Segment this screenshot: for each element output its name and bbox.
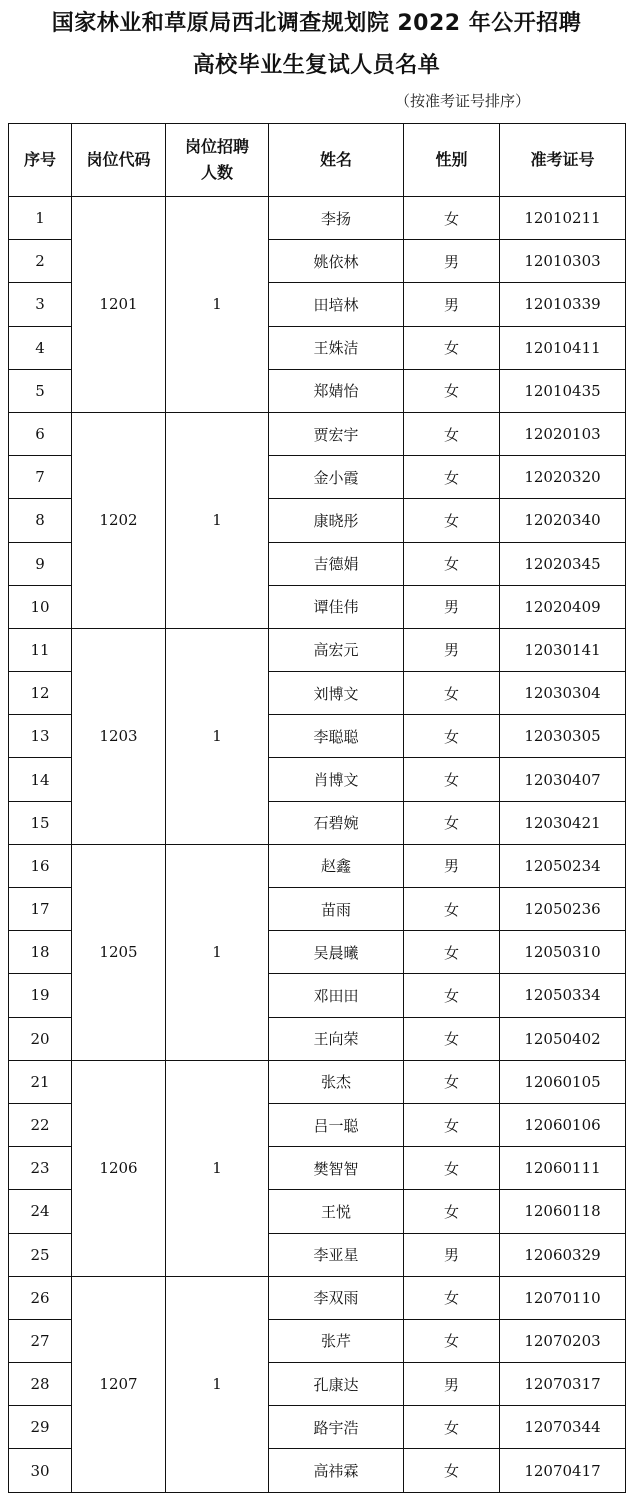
position-count-cell: 1: [166, 1060, 269, 1276]
name-cell: 谭佳伟: [269, 585, 404, 628]
gender-cell: 女: [404, 1449, 500, 1492]
name-cell: 张芹: [269, 1319, 404, 1362]
position-count-cell: 1: [166, 844, 269, 1060]
position-code-cell: 1203: [72, 628, 166, 844]
exam-id-cell: 12070203: [500, 1319, 626, 1362]
position-code-cell: 1201: [72, 197, 166, 413]
name-cell: 苗雨: [269, 888, 404, 931]
gender-cell: 女: [404, 1017, 500, 1060]
gender-cell: 女: [404, 499, 500, 542]
exam-id-cell: 12020409: [500, 585, 626, 628]
gender-cell: 女: [404, 1276, 500, 1319]
exam-id-cell: 12010339: [500, 283, 626, 326]
exam-id-cell: 12010211: [500, 197, 626, 240]
header-row: [9, 124, 626, 197]
gender-cell: 女: [404, 326, 500, 369]
exam-id-cell: 12020320: [500, 456, 626, 499]
seq-cell: 8: [9, 499, 72, 542]
name-cell: 张杰: [269, 1060, 404, 1103]
header-seq: 序号: [9, 124, 72, 197]
gender-cell: 男: [404, 283, 500, 326]
table-row: [9, 412, 626, 455]
sort-note: （按准考证号排序）: [395, 92, 531, 110]
name-cell: 田培林: [269, 283, 404, 326]
seq-cell: 18: [9, 931, 72, 974]
gender-cell: 女: [404, 412, 500, 455]
name-cell: 李亚星: [269, 1233, 404, 1276]
document-subtitle: 高校毕业生复试人员名单: [192, 53, 441, 78]
name-cell: 吕一聪: [269, 1103, 404, 1146]
gender-cell: 男: [404, 1233, 500, 1276]
gender-cell: 男: [404, 240, 500, 283]
gender-cell: 女: [404, 1103, 500, 1146]
seq-cell: 27: [9, 1319, 72, 1362]
gender-cell: 女: [404, 456, 500, 499]
exam-id-cell: 12050402: [500, 1017, 626, 1060]
table-row: [9, 1276, 626, 1319]
header-exam-id: 准考证号: [500, 124, 626, 197]
seq-cell: 20: [9, 1017, 72, 1060]
gender-cell: 女: [404, 758, 500, 801]
gender-cell: 女: [404, 1147, 500, 1190]
name-cell: 吉德娟: [269, 542, 404, 585]
gender-cell: 男: [404, 1363, 500, 1406]
seq-cell: 21: [9, 1060, 72, 1103]
name-cell: 高宏元: [269, 628, 404, 671]
name-cell: 路宇浩: [269, 1406, 404, 1449]
table-row: [9, 197, 626, 240]
name-cell: 王向荣: [269, 1017, 404, 1060]
name-cell: 金小霞: [269, 456, 404, 499]
seq-cell: 17: [9, 888, 72, 931]
table-row: [9, 844, 626, 887]
exam-id-cell: 12060111: [500, 1147, 626, 1190]
seq-cell: 7: [9, 456, 72, 499]
table-row: [9, 628, 626, 671]
name-cell: 李聪聪: [269, 715, 404, 758]
gender-cell: 女: [404, 672, 500, 715]
seq-cell: 28: [9, 1363, 72, 1406]
gender-cell: 女: [404, 888, 500, 931]
exam-id-cell: 12060106: [500, 1103, 626, 1146]
position-count-cell: 1: [166, 412, 269, 628]
name-cell: 姚依林: [269, 240, 404, 283]
exam-id-cell: 12060105: [500, 1060, 626, 1103]
exam-id-cell: 12060118: [500, 1190, 626, 1233]
position-count-cell: 1: [166, 628, 269, 844]
name-cell: 郑婧怡: [269, 369, 404, 412]
header-count-line2: 人数: [200, 163, 233, 182]
seq-cell: 25: [9, 1233, 72, 1276]
gender-cell: 女: [404, 931, 500, 974]
name-cell: 李扬: [269, 197, 404, 240]
exam-id-cell: 12070110: [500, 1276, 626, 1319]
name-cell: 李双雨: [269, 1276, 404, 1319]
exam-id-cell: 12030304: [500, 672, 626, 715]
name-cell: 樊智智: [269, 1147, 404, 1190]
candidate-table: [8, 123, 626, 1493]
seq-cell: 26: [9, 1276, 72, 1319]
exam-id-cell: 12030141: [500, 628, 626, 671]
exam-id-cell: 12010303: [500, 240, 626, 283]
seq-cell: 22: [9, 1103, 72, 1146]
exam-id-cell: 12010435: [500, 369, 626, 412]
gender-cell: 女: [404, 197, 500, 240]
seq-cell: 9: [9, 542, 72, 585]
seq-cell: 1: [9, 197, 72, 240]
table-body: [9, 197, 626, 1493]
gender-cell: 女: [404, 974, 500, 1017]
exam-id-cell: 12060329: [500, 1233, 626, 1276]
gender-cell: 女: [404, 1406, 500, 1449]
exam-id-cell: 12070344: [500, 1406, 626, 1449]
seq-cell: 3: [9, 283, 72, 326]
seq-cell: 30: [9, 1449, 72, 1492]
name-cell: 赵鑫: [269, 844, 404, 887]
name-cell: 高祎霖: [269, 1449, 404, 1492]
gender-cell: 男: [404, 628, 500, 671]
exam-id-cell: 12030421: [500, 801, 626, 844]
gender-cell: 男: [404, 585, 500, 628]
exam-id-cell: 12050334: [500, 974, 626, 1017]
exam-id-cell: 12020340: [500, 499, 626, 542]
gender-cell: 女: [404, 801, 500, 844]
seq-cell: 23: [9, 1147, 72, 1190]
name-cell: 石碧婉: [269, 801, 404, 844]
gender-cell: 女: [404, 369, 500, 412]
gender-cell: 女: [404, 715, 500, 758]
gender-cell: 男: [404, 844, 500, 887]
table-row: [9, 1060, 626, 1103]
seq-cell: 6: [9, 412, 72, 455]
exam-id-cell: 12020103: [500, 412, 626, 455]
exam-id-cell: 12020345: [500, 542, 626, 585]
document-title: 国家林业和草原局西北调查规划院 2022 年公开招聘: [51, 11, 582, 36]
name-cell: 贾宏宇: [269, 412, 404, 455]
position-code-cell: 1207: [72, 1276, 166, 1492]
seq-cell: 14: [9, 758, 72, 801]
position-count-cell: 1: [166, 1276, 269, 1492]
seq-cell: 5: [9, 369, 72, 412]
position-code-cell: 1206: [72, 1060, 166, 1276]
seq-cell: 13: [9, 715, 72, 758]
name-cell: 王姝洁: [269, 326, 404, 369]
gender-cell: 女: [404, 1060, 500, 1103]
name-cell: 刘博文: [269, 672, 404, 715]
name-cell: 肖博文: [269, 758, 404, 801]
header-name: 姓名: [269, 124, 404, 197]
gender-cell: 女: [404, 1190, 500, 1233]
position-code-cell: 1202: [72, 412, 166, 628]
header-gender: 性别: [404, 124, 500, 197]
seq-cell: 11: [9, 628, 72, 671]
exam-id-cell: 12050310: [500, 931, 626, 974]
exam-id-cell: 12030305: [500, 715, 626, 758]
seq-cell: 16: [9, 844, 72, 887]
exam-id-cell: 12070417: [500, 1449, 626, 1492]
seq-cell: 19: [9, 974, 72, 1017]
header-count: [166, 124, 269, 197]
seq-cell: 4: [9, 326, 72, 369]
exam-id-cell: 12050234: [500, 844, 626, 887]
seq-cell: 2: [9, 240, 72, 283]
name-cell: 康晓彤: [269, 499, 404, 542]
name-cell: 吴晨曦: [269, 931, 404, 974]
exam-id-cell: 12050236: [500, 888, 626, 931]
header-code: 岗位代码: [72, 124, 166, 197]
exam-id-cell: 12010411: [500, 326, 626, 369]
seq-cell: 29: [9, 1406, 72, 1449]
seq-cell: 10: [9, 585, 72, 628]
position-code-cell: 1205: [72, 844, 166, 1060]
seq-cell: 12: [9, 672, 72, 715]
gender-cell: 女: [404, 542, 500, 585]
position-count-cell: 1: [166, 197, 269, 413]
gender-cell: 女: [404, 1319, 500, 1362]
name-cell: 邓田田: [269, 974, 404, 1017]
name-cell: 孔康达: [269, 1363, 404, 1406]
seq-cell: 24: [9, 1190, 72, 1233]
name-cell: 王悦: [269, 1190, 404, 1233]
exam-id-cell: 12030407: [500, 758, 626, 801]
header-count-line1: 岗位招聘: [184, 137, 249, 156]
seq-cell: 15: [9, 801, 72, 844]
exam-id-cell: 12070317: [500, 1363, 626, 1406]
